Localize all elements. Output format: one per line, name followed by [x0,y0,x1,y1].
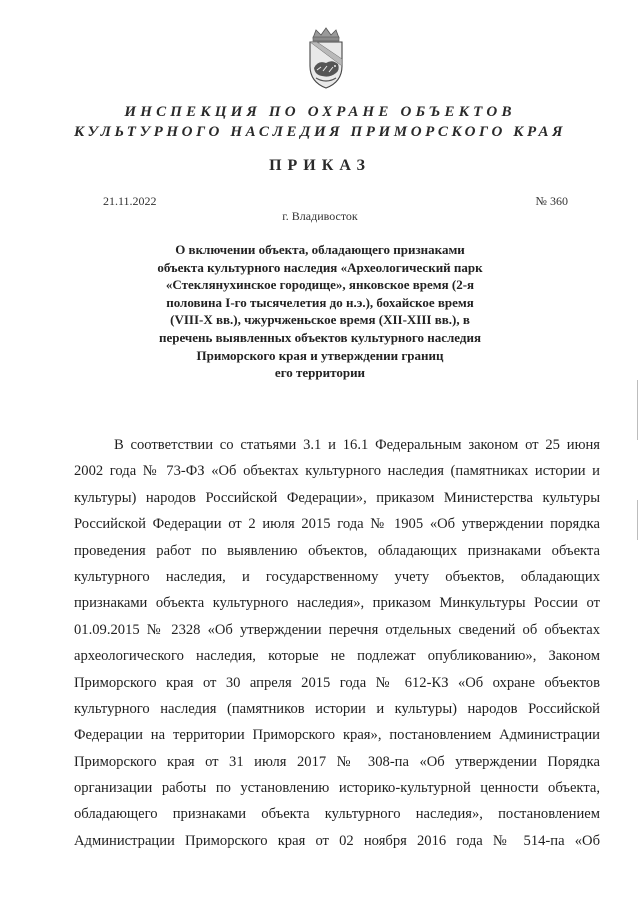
body-line: признаками объекта культурного наследия», приказом Минкультуры России от [74,595,600,612]
document-number: № 360 [535,194,568,208]
agency-name-line-1: ИНСПЕКЦИЯ ПО ОХРАНЕ ОБЪЕКТОВ [124,104,516,120]
document-date: 21.11.2022 [103,194,157,208]
primorsky-krai-coat-of-arms-icon [296,26,356,90]
subject-line: (VIII-X вв.), чжурчженьское время (XII-XIII вв.), в [170,312,470,328]
subject-line: половина I-го тысячелетия до н.э.), бохайское время [166,294,474,310]
body-line: Приморского края от 31 июля 2017 № 308-па «Об утверждении Порядка [74,753,600,770]
body-line: обладающего признаками объекта культурного наследия», постановлением [74,806,600,823]
body-line: Администрации Приморского края от 02 ноября 2016 года № 514-па «Об [74,832,600,849]
body-line: культурного наследия, и государственному учету объектов, обладающих [74,568,600,585]
body-line: культуры) народов Российской Федерации», приказом Министерства культуры [74,489,600,506]
body-line: культурного наследия (памятников истории и культуры) народов Российской [74,700,600,717]
body-line: археологического наследия, которые не подлежат опубликованию», Законом [74,648,600,665]
subject-line: «Стеклянухинское городище», янковское время (2-я [165,277,475,293]
body-line: Российской Федерации от 2 июля 2015 года № 1905 «Об утверждении порядка [74,516,600,533]
body-line: организации работы по установлению историко-культурной ценности объекта, [74,780,600,797]
body-line: 2002 года № 73-ФЗ «Об объектах культурного наследия (памятниках истории и [74,463,600,480]
agency-name-line-2: КУЛЬТУРНОГО НАСЛЕДИЯ ПРИМОРСКОГО КРАЯ [73,124,567,140]
subject-line: его территории [274,365,366,381]
document-body [74,432,600,854]
document-subject [120,241,520,382]
scan-margin-artifact [637,500,638,540]
document-city: г. Владивосток [282,209,358,223]
body-line: Приморского края от 30 апреля 2015 года № 612-КЗ «Об охране объектов [74,674,600,691]
document-type-title: ПРИКАЗ [269,157,371,174]
subject-line: О включении объекта, обладающего признаками [175,242,465,257]
body-line: проведения работ по выявлению объектов, обладающих признаками объекта [74,542,600,559]
scan-margin-artifact [637,380,638,440]
subject-line: Приморского края и утверждении границ [196,347,444,363]
body-line: В соответствии со статьями 3.1 и 16.1 Федеральным законом от 25 июня [114,437,600,453]
body-line: 01.09.2015 № 2328 «Об утверждении перечня отдельных сведений об объектах [74,621,600,638]
subject-line: объекта культурного наследия «Археологический парк [157,259,483,275]
body-line: Федерации на территории Приморского края», постановлением Администрации [74,727,600,744]
subject-line: перечень выявленных объектов культурного наследия [159,329,481,345]
